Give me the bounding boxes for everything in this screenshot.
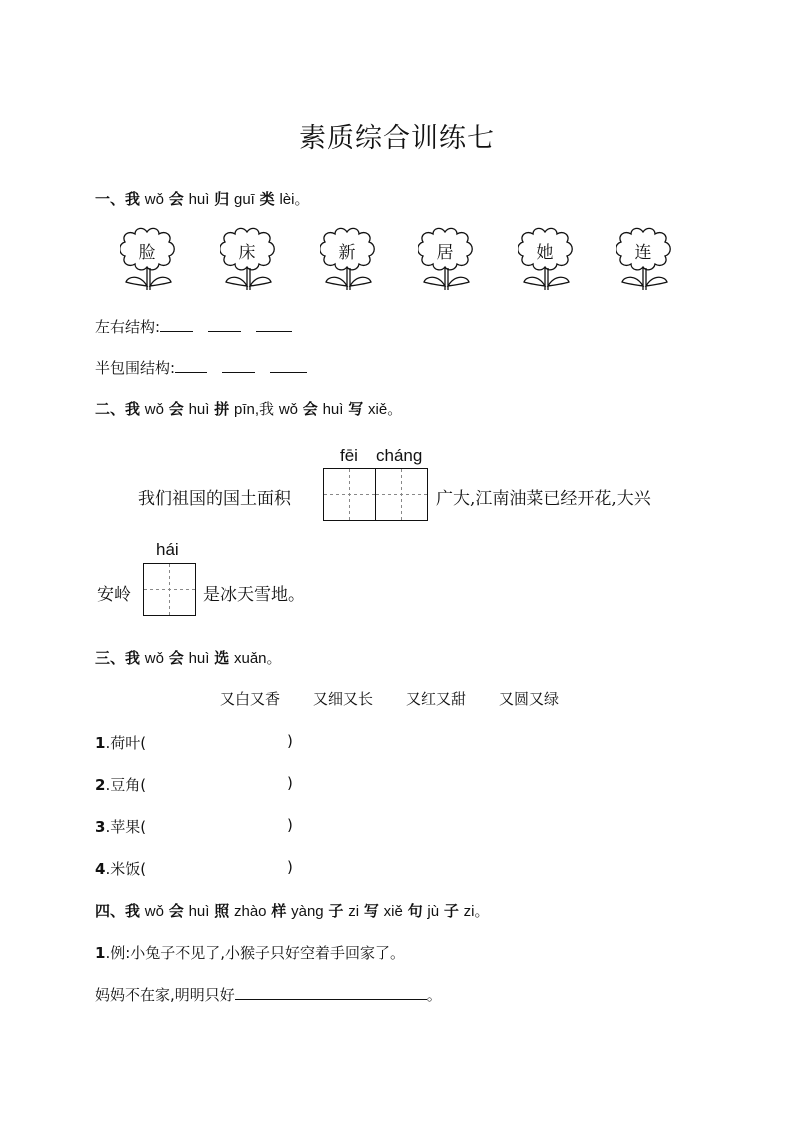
flower-card [418,226,478,292]
flower-character: 连 [634,243,652,263]
writing-grid-fei-chang[interactable] [323,468,429,522]
question-item-3: 3.苹果( [95,818,147,836]
pinyin-fei: fēi [340,446,358,465]
semi-enclosed-structure-row: 半包围结构: [95,357,307,378]
choice-option: 又细又长 [313,690,374,708]
pinyin-chang: cháng [376,446,423,465]
sentence-part-a: 我们祖国的国土面积 [138,489,291,509]
pinyin-hai: hái [156,540,179,559]
sentence-part-b: 广大,江南油菜已经开花,大兴 [436,489,651,509]
flower-character: 新 [338,243,356,263]
sentence-part-d: 是冰天雪地。 [203,585,305,605]
choice-option: 又红又甜 [406,690,467,708]
section-2-heading: 二、我 wǒ 会 huì 拼 pīn,我 wǒ 会 huì 写 xiě。 [95,400,403,418]
question-item-3-close: ) [287,816,293,834]
left-right-structure-row: 左右结构: [95,316,292,337]
question-item-1-close: ) [287,732,293,750]
choice-option: 又白又香 [220,690,281,708]
flower-character: 脸 [138,243,156,263]
flower-card [616,226,676,292]
flower-card [220,226,280,292]
question-item-1: 1.荷叶( [95,734,147,752]
flower-character: 居 [436,243,454,263]
section-3-heading: 三、我 wǒ 会 huì 选 xuǎn。 [95,649,282,667]
flower-card [320,226,380,292]
sentence-part-c: 安岭 [97,585,131,605]
question-item-2: 2.豆角( [95,776,147,794]
question-item-4: 4.米饭( [95,860,147,878]
choice-list [220,688,592,709]
page-title: 素质综合训练七 [299,123,495,154]
flower-character: 床 [238,243,256,263]
writing-grid-hai[interactable] [143,563,197,617]
question-item-4-close: ) [287,858,293,876]
flower-card [518,226,578,292]
section-4-heading: 四、我 wǒ 会 huì 照 zhào 样 yàng 子 zi 写 xiě 句 jù 子 zi。 [95,902,490,920]
fill-in-sentence: 妈妈不在家,明明只好 。 [95,986,442,1004]
flower-character: 她 [536,243,554,263]
flower-card [120,226,180,292]
section-1-heading: 一、我 wǒ 会 huì 归 guī 类 lèi。 [95,190,310,208]
example-sentence: 1.例:小兔子不见了,小猴子只好空着手回家了。 [95,944,406,962]
question-item-2-close: ) [287,774,293,792]
choice-option: 又圆又绿 [499,690,560,708]
